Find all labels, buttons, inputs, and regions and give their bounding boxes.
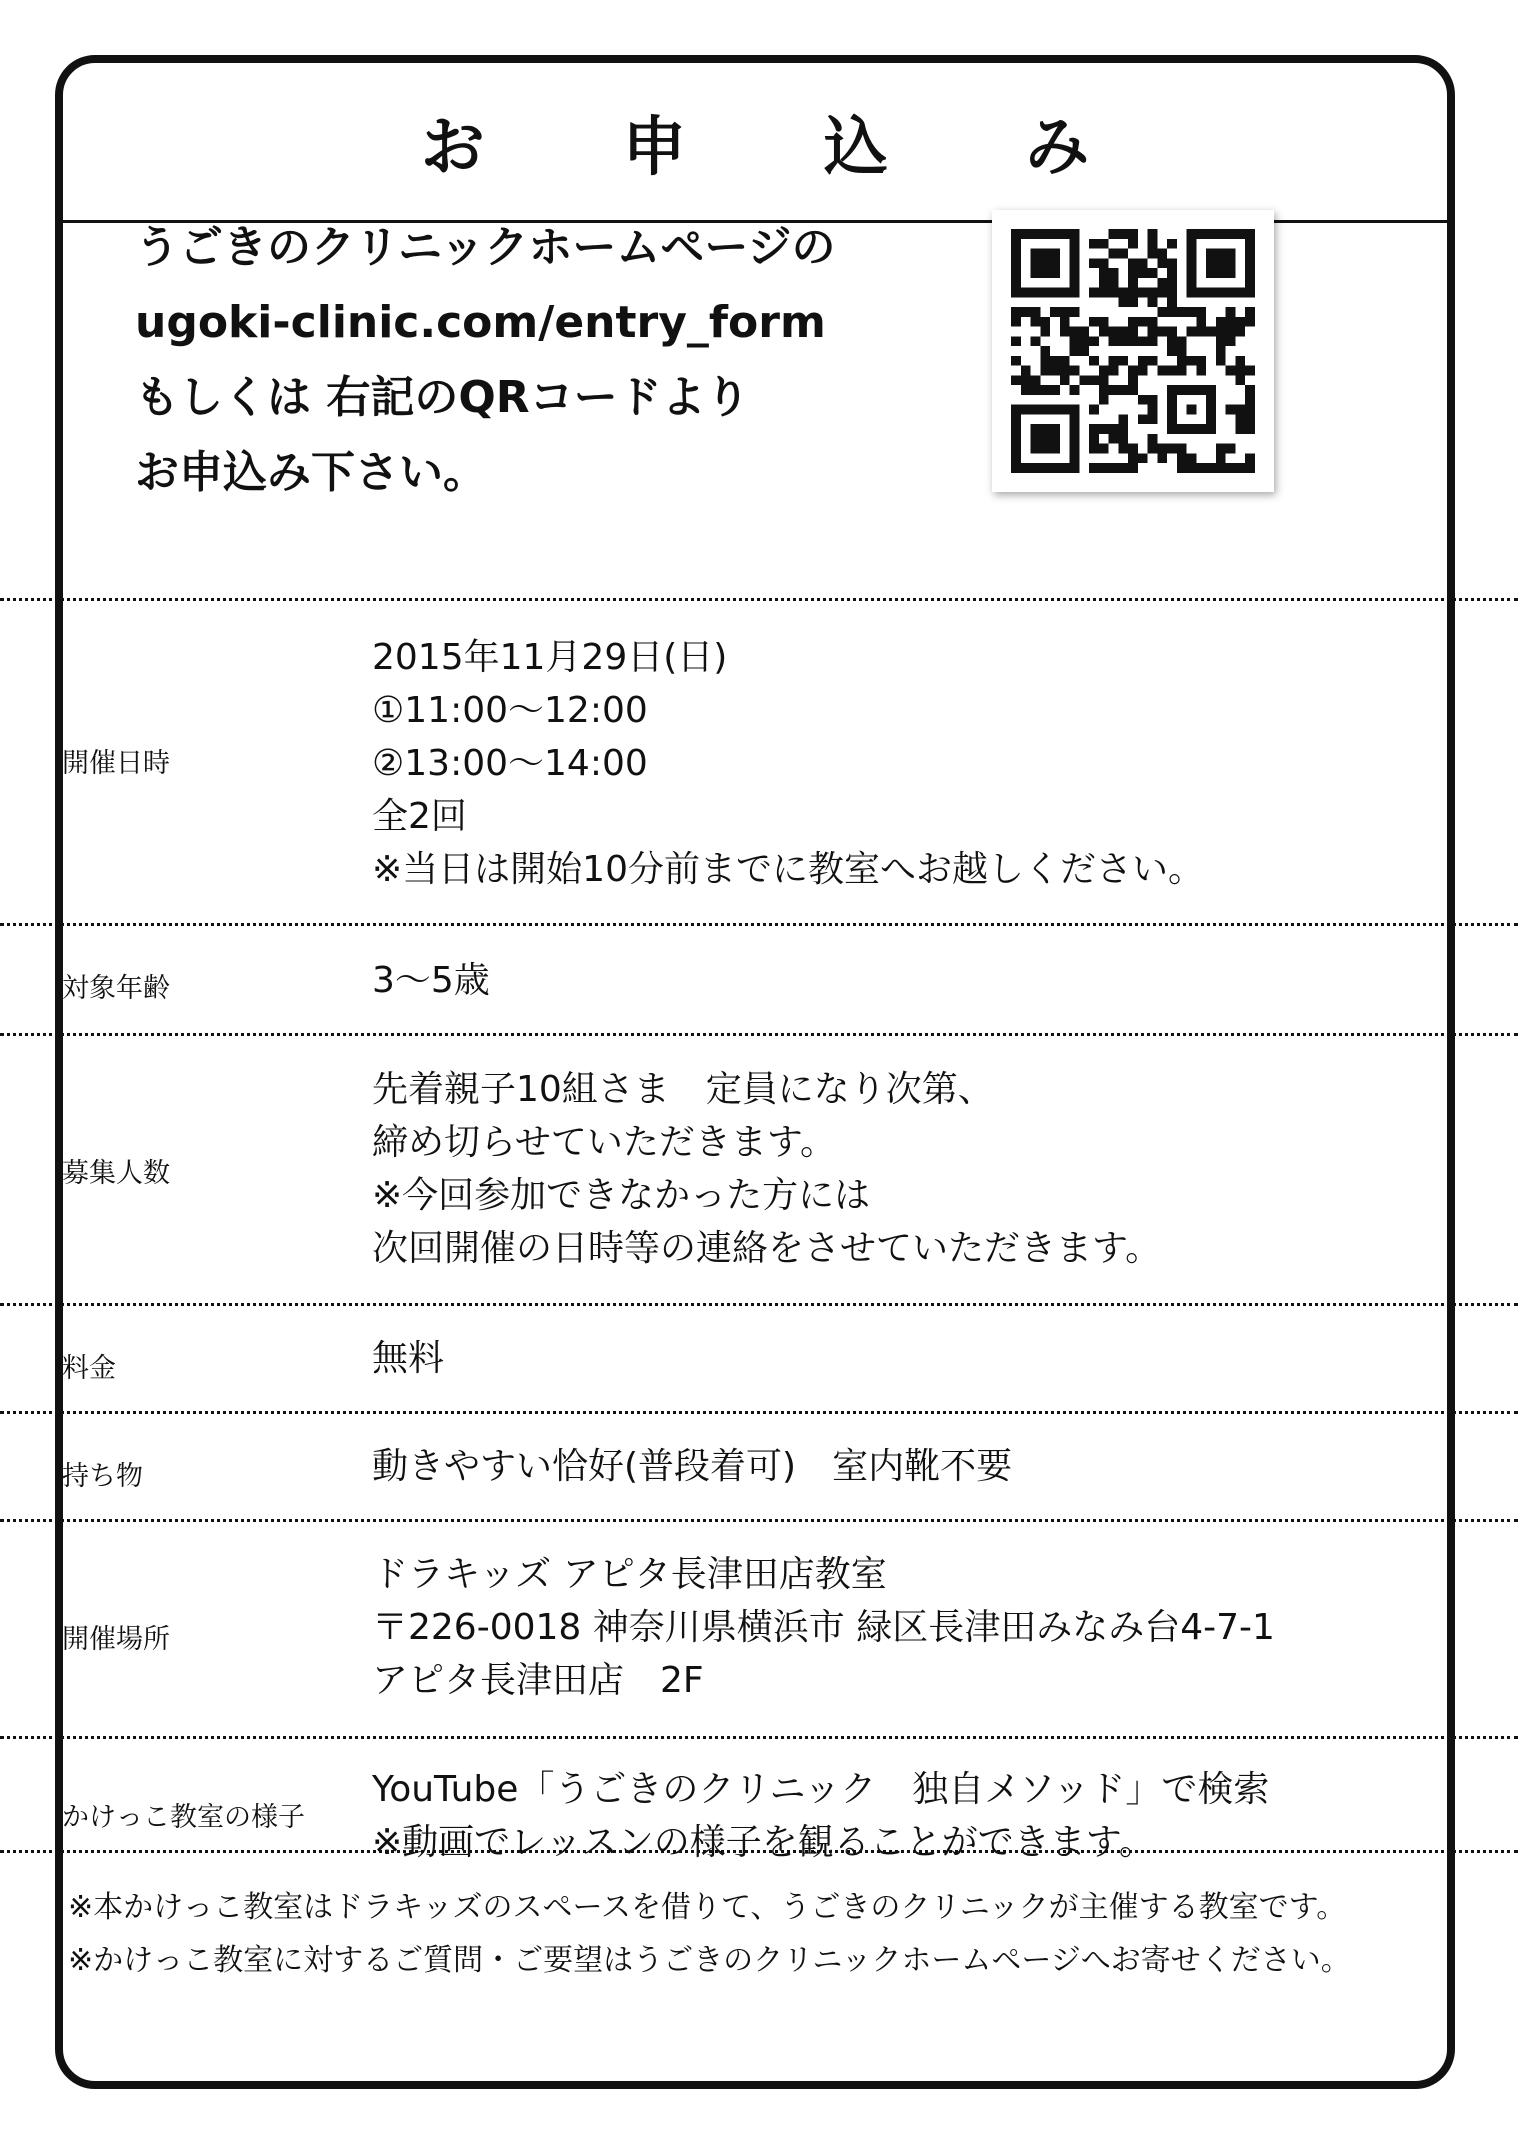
- value-items: [372, 1440, 1012, 1493]
- label-capacity: 募集人数: [62, 1158, 170, 1189]
- fee-amount: 無料: [372, 1338, 445, 1379]
- row-venue: [0, 1519, 1518, 1736]
- label-youtube: かけっこ教室の様子: [62, 1802, 305, 1833]
- datetime-session-1: ①11:00〜12:00: [372, 690, 648, 731]
- qr-code-graphic: [1011, 229, 1255, 473]
- row-fee: [0, 1303, 1518, 1411]
- value-datetime: [372, 631, 1204, 896]
- capacity-line-1: 先着親子10組さま 定員になり次第、: [372, 1069, 994, 1110]
- datetime-date: 2015年11月29日(日): [372, 637, 728, 678]
- capacity-line-2: 締め切らせていただきます。: [372, 1122, 837, 1163]
- row-youtube: [0, 1736, 1518, 1863]
- footer-note-2: ※かけっこ教室に対するご質問・ご要望はうごきのクリニックホームページへお寄せください。: [68, 1943, 1351, 1978]
- venue-address: 〒226-0018 神奈川県横浜市 緑区長津田みなみ台4-7-1: [372, 1607, 1275, 1648]
- age-range: 3〜5歳: [372, 960, 490, 1001]
- intro-line-4: お申込み下さい。: [135, 447, 487, 498]
- youtube-note: ※動画でレッスンの様子を観ることができます。: [372, 1822, 1155, 1863]
- value-capacity: [372, 1063, 1161, 1275]
- venue-name: ドラキッズ アピタ長津田店教室: [372, 1554, 887, 1595]
- row-age: [0, 923, 1518, 1033]
- label-fee: 料金: [62, 1353, 116, 1384]
- venue-floor: アピタ長津田店 2F: [372, 1660, 704, 1701]
- datetime-total: 全2回: [372, 796, 467, 837]
- intro-line-3: もしくは 右記のQRコードより: [135, 372, 750, 423]
- items-text: 動きやすい恰好(普段着可) 室内靴不要: [372, 1446, 1013, 1487]
- qr-code-icon[interactable]: [992, 210, 1274, 492]
- label-age: 対象年齢: [62, 973, 170, 1004]
- page-title-bar: [63, 63, 1447, 223]
- row-capacity: [0, 1033, 1518, 1303]
- datetime-note: ※当日は開始10分前までに教室へお越しください。: [372, 849, 1204, 890]
- capacity-line-3: ※今回参加できなかった方には: [372, 1175, 871, 1216]
- capacity-line-4: 次回開催の日時等の連絡をさせていただきます。: [372, 1228, 1162, 1269]
- value-fee: [372, 1332, 444, 1385]
- row-datetime: [0, 598, 1518, 923]
- footer-note-1: ※本かけっこ教室はドラキッズのスペースを借りて、うごきのクリニックが主催する教室です。: [68, 1890, 1347, 1925]
- intro-line-1: うごきのクリニックホームページの: [135, 222, 836, 273]
- value-venue: [372, 1548, 1275, 1707]
- intro-url[interactable]: ugoki-clinic.com/entry_form: [135, 297, 826, 348]
- label-venue: 開催場所: [62, 1624, 170, 1655]
- footer-notes: [0, 1850, 1518, 1987]
- row-items: [0, 1411, 1518, 1519]
- label-datetime: 開催日時: [62, 748, 170, 779]
- datetime-session-2: ②13:00〜14:00: [372, 743, 648, 784]
- page-title: お 申 込 み: [420, 110, 1147, 185]
- intro-text: [135, 210, 1015, 510]
- youtube-search: YouTube「うごきのクリニック 独自メソッド」で検索: [372, 1769, 1270, 1810]
- label-items: 持ち物: [62, 1461, 143, 1492]
- value-age: [372, 954, 490, 1007]
